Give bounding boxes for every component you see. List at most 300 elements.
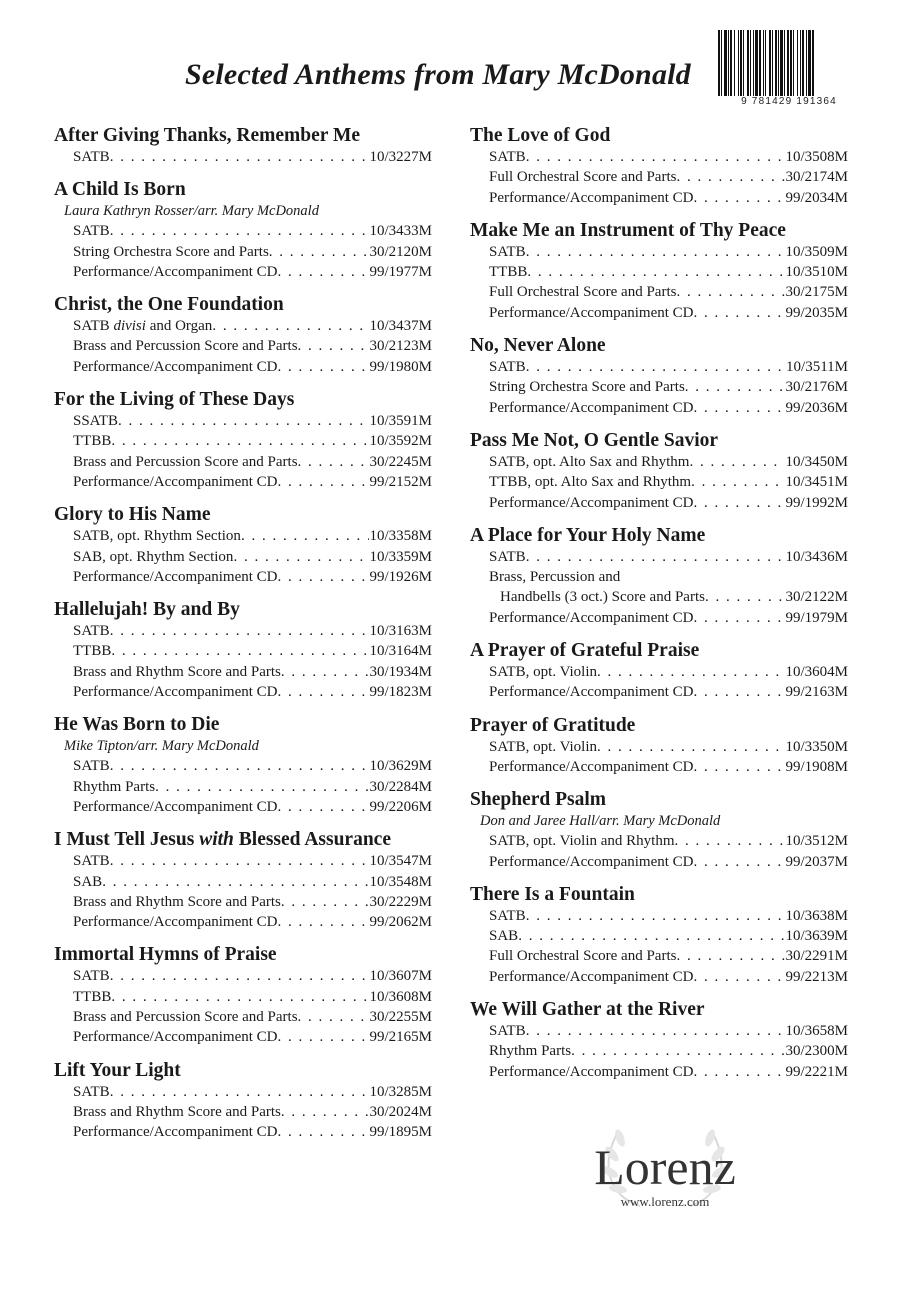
edition-code: 30/2229M <box>369 893 432 910</box>
dot-leader <box>110 756 370 776</box>
edition-label: Full Orchestral Score and Parts <box>489 284 677 301</box>
edition-code: 99/2034M <box>785 189 848 206</box>
edition-label: SATB <box>73 853 110 870</box>
dot-leader <box>694 757 786 777</box>
edition-label: SATB <box>73 149 110 165</box>
edition-row <box>470 946 848 966</box>
dot-leader <box>241 526 370 546</box>
edition-label: SSATB <box>73 413 119 430</box>
dot-leader <box>694 608 786 628</box>
edition-row <box>54 336 432 356</box>
dot-leader <box>281 892 370 912</box>
edition-label-part: SATB <box>73 318 114 335</box>
dot-leader <box>110 147 370 167</box>
anthem-credit: Laura Kathryn Rosser/arr. Mary McDonald <box>64 203 319 220</box>
dot-leader <box>694 967 786 987</box>
edition-row <box>470 831 848 851</box>
edition-label: SATB, opt. Alto Sax and Rhythm <box>489 453 690 470</box>
dot-leader <box>526 147 786 167</box>
dot-leader <box>694 1062 786 1082</box>
edition-code: 10/3592M <box>369 433 432 450</box>
dot-leader <box>110 851 370 871</box>
edition-code: 10/3548M <box>369 873 432 890</box>
dot-leader <box>111 641 369 661</box>
right-column <box>470 124 848 1093</box>
edition-row <box>54 547 432 567</box>
dot-leader <box>685 377 786 397</box>
edition-row <box>54 316 432 336</box>
edition-label: SATB, opt. Violin and Rhythm <box>489 833 675 850</box>
edition-code: 30/2284M <box>369 778 432 795</box>
edition-code: 30/2024M <box>369 1103 432 1120</box>
anthem-entry <box>470 788 848 872</box>
edition-label: Performance/Accompaniment CD <box>489 304 694 321</box>
anthem-title: Glory to His Name <box>54 504 211 526</box>
anthem-entry <box>470 334 848 418</box>
dot-leader <box>571 1041 785 1061</box>
edition-label: SATB, opt. Violin <box>489 738 598 755</box>
edition-row <box>54 221 432 241</box>
edition-row <box>470 452 848 472</box>
edition-label: SATB <box>489 243 526 260</box>
anthem-title: A Prayer of Grateful Praise <box>470 640 700 662</box>
anthem-entry <box>470 124 848 208</box>
edition-label: Brass and Rhythm Score and Parts <box>73 663 281 680</box>
dot-leader <box>527 262 785 282</box>
dot-leader <box>110 966 370 986</box>
anthem-title: Christ, the One Foundation <box>54 294 284 316</box>
dot-leader <box>278 1122 370 1142</box>
dot-leader <box>155 777 369 797</box>
edition-label: SATB <box>73 223 110 240</box>
edition-label: String Orchestra Score and Parts <box>489 379 685 396</box>
anthem-entry <box>470 883 848 987</box>
edition-row <box>54 1122 432 1142</box>
edition-code: 99/1980M <box>369 358 432 375</box>
edition-code: 99/2206M <box>369 798 432 815</box>
dot-leader <box>675 831 786 851</box>
dot-leader <box>110 1082 370 1102</box>
edition-label: Performance/Accompaniment CD <box>489 968 694 985</box>
edition-code: 10/3511M <box>786 359 848 376</box>
anthem-title: A Place for Your Holy Name <box>470 524 706 546</box>
edition-row <box>470 262 848 282</box>
edition-row <box>54 1027 432 1047</box>
edition-label: TTBB <box>73 433 112 450</box>
edition-label: Brass, Percussion and <box>489 569 621 586</box>
dot-leader <box>526 357 786 377</box>
edition-label: SATB <box>73 968 110 985</box>
edition-row <box>470 303 848 323</box>
edition-label: Brass and Percussion Score and Parts <box>73 1009 298 1026</box>
edition-row <box>54 262 432 282</box>
edition-label: Performance/Accompaniment CD <box>489 684 694 701</box>
dot-leader <box>111 431 369 451</box>
edition-label: Performance/Accompaniment CD <box>489 189 694 206</box>
barcode-bars <box>716 30 862 96</box>
edition-label-part: and Organ <box>145 318 213 335</box>
anthem-entry <box>470 524 848 628</box>
edition-code: 10/3358M <box>369 528 432 545</box>
edition-row <box>470 1041 848 1061</box>
dot-leader <box>676 946 785 966</box>
edition-code: 10/3450M <box>785 453 848 470</box>
edition-code: 10/3285M <box>369 1083 432 1100</box>
dot-leader <box>278 472 370 492</box>
edition-code: 10/3509M <box>785 243 848 260</box>
edition-row <box>470 282 848 302</box>
edition-label: SATB <box>489 149 526 165</box>
dot-leader <box>110 621 370 641</box>
edition-row <box>470 377 848 397</box>
edition-row <box>54 621 432 641</box>
dot-leader <box>526 906 786 926</box>
edition-code: 99/2062M <box>369 914 432 931</box>
edition-label: Performance/Accompaniment CD <box>73 263 278 280</box>
dot-leader <box>212 316 369 336</box>
edition-code: 30/2174M <box>785 169 848 186</box>
edition-row <box>54 1007 432 1027</box>
anthem-entry <box>54 293 432 377</box>
anthem-entry <box>54 124 432 167</box>
dot-leader <box>676 167 785 187</box>
edition-code: 99/2165M <box>369 1029 432 1046</box>
edition-label: SATB <box>489 359 526 376</box>
dot-leader <box>110 221 370 241</box>
anthem-entry <box>54 388 432 492</box>
edition-row <box>54 966 432 986</box>
edition-label: SATB, opt. Violin <box>489 664 598 681</box>
anthem-title: No, Never Alone <box>470 335 606 357</box>
edition-code: 30/2245M <box>369 453 432 470</box>
edition-label: Performance/Accompaniment CD <box>73 914 278 931</box>
dot-leader <box>278 682 370 702</box>
dot-leader <box>597 737 785 757</box>
edition-code: 10/3510M <box>785 264 848 281</box>
edition-row <box>470 357 848 377</box>
dot-leader <box>298 1007 370 1027</box>
edition-label: SAB, opt. Rhythm Section <box>73 548 234 565</box>
edition-code: 99/2213M <box>785 968 848 985</box>
barcode-digits: 9 781429 191364 <box>741 96 837 107</box>
dot-leader <box>278 1027 370 1047</box>
edition-code: 99/2035M <box>785 304 848 321</box>
edition-code: 10/3359M <box>369 548 432 565</box>
edition-row <box>470 398 848 418</box>
dot-leader <box>281 662 370 682</box>
edition-code: 10/3607M <box>369 968 432 985</box>
edition-code: 10/3433M <box>369 223 432 240</box>
edition-row <box>470 1021 848 1041</box>
edition-row <box>54 472 432 492</box>
publisher-logo <box>570 1118 760 1218</box>
edition-label: SAB <box>489 928 519 945</box>
anthem-entry <box>470 714 848 778</box>
edition-code: 99/1926M <box>369 568 432 585</box>
dot-leader <box>694 682 786 702</box>
edition-row <box>54 756 432 776</box>
edition-label: Performance/Accompaniment CD <box>73 684 278 701</box>
edition-label: TTBB <box>73 988 112 1005</box>
left-column <box>54 124 432 1154</box>
edition-code: 30/2123M <box>369 338 432 355</box>
anthem-entry <box>54 713 432 817</box>
edition-label: Performance/Accompaniment CD <box>73 1124 278 1141</box>
anthem-title: Immortal Hymns of Praise <box>54 944 277 966</box>
edition-code: 10/3451M <box>785 474 848 491</box>
edition-label: SATB, opt. Rhythm Section <box>73 528 241 545</box>
edition-label: Performance/Accompaniment CD <box>73 798 278 815</box>
edition-row <box>470 662 848 682</box>
edition-label: Brass and Rhythm Score and Parts <box>73 893 281 910</box>
anthem-entry <box>54 503 432 587</box>
edition-row <box>470 472 848 492</box>
edition-code: 30/2176M <box>785 379 848 396</box>
edition-label: Performance/Accompaniment CD <box>489 609 694 626</box>
edition-code: 99/2163M <box>785 684 848 701</box>
edition-label: Brass and Rhythm Score and Parts <box>73 1103 281 1120</box>
edition-label: Rhythm Parts <box>73 778 156 795</box>
dot-leader <box>526 547 786 567</box>
edition-label-italic: divisi <box>113 318 146 335</box>
edition-label: Performance/Accompaniment CD <box>489 1063 694 1080</box>
edition-code: 99/1977M <box>369 263 432 280</box>
edition-code: 99/2037M <box>785 853 848 870</box>
edition-row <box>54 777 432 797</box>
anthem-entry <box>54 178 432 282</box>
dot-leader <box>278 262 370 282</box>
edition-row <box>54 411 432 431</box>
anthem-title-part: Blessed Assurance <box>233 829 391 851</box>
edition-code: 10/3508M <box>785 149 848 165</box>
edition-row <box>54 662 432 682</box>
edition-row <box>54 892 432 912</box>
edition-code: 10/3604M <box>785 664 848 681</box>
edition-label: TTBB <box>489 264 528 281</box>
anthem-title-part: I Must Tell Jesus <box>54 829 200 851</box>
edition-row <box>470 567 848 587</box>
dot-leader <box>691 472 785 492</box>
edition-row <box>54 357 432 377</box>
edition-code: 10/3164M <box>369 643 432 660</box>
edition-row <box>470 608 848 628</box>
edition-code: 10/3512M <box>785 833 848 850</box>
edition-label: Brass and Percussion Score and Parts <box>73 338 298 355</box>
edition-row <box>470 587 848 607</box>
edition-row <box>54 526 432 546</box>
edition-row <box>470 1062 848 1082</box>
edition-label: SATB <box>73 758 110 775</box>
edition-code: 10/3639M <box>785 928 848 945</box>
anthem-entry <box>470 998 848 1082</box>
edition-label <box>73 316 212 336</box>
edition-row <box>470 493 848 513</box>
dot-leader <box>278 797 370 817</box>
edition-code: 10/3436M <box>785 548 848 565</box>
anthem-title: Hallelujah! By and By <box>54 599 240 621</box>
edition-row <box>470 926 848 946</box>
edition-code: 99/1823M <box>369 684 432 701</box>
anthem-entry <box>54 828 432 932</box>
anthem-credit: Don and Jaree Hall/arr. Mary McDonald <box>480 813 721 830</box>
edition-row <box>54 872 432 892</box>
dot-leader <box>278 912 370 932</box>
edition-row <box>54 452 432 472</box>
dot-leader <box>689 452 785 472</box>
edition-row <box>470 547 848 567</box>
barcode <box>716 30 862 112</box>
edition-label: Performance/Accompaniment CD <box>489 853 694 870</box>
anthem-title: Lift Your Light <box>54 1059 181 1081</box>
anthem-title-italic: with <box>199 829 234 851</box>
edition-label: Performance/Accompaniment CD <box>489 758 694 775</box>
edition-code: 30/2300M <box>785 1043 848 1060</box>
edition-row <box>470 906 848 926</box>
edition-row <box>54 641 432 661</box>
dot-leader <box>676 282 785 302</box>
edition-code: 10/3591M <box>369 413 432 430</box>
edition-label: SATB <box>489 548 526 565</box>
anthem-credit: Mike Tipton/arr. Mary McDonald <box>64 738 259 755</box>
edition-code: 30/2291M <box>785 948 848 965</box>
dot-leader <box>705 587 786 607</box>
anthem-title: A Child Is Born <box>54 179 186 201</box>
dot-leader <box>694 852 786 872</box>
edition-row <box>54 431 432 451</box>
edition-code: 30/2122M <box>785 589 848 606</box>
edition-label: Performance/Accompaniment CD <box>73 358 278 375</box>
edition-row <box>54 567 432 587</box>
edition-row <box>54 912 432 932</box>
edition-row <box>54 682 432 702</box>
edition-code: 30/2175M <box>785 284 848 301</box>
anthem-title: Shepherd Psalm <box>470 789 606 811</box>
dot-leader <box>269 242 370 262</box>
edition-code: 30/2120M <box>369 243 432 260</box>
edition-code: 10/3629M <box>369 758 432 775</box>
edition-row <box>54 987 432 1007</box>
edition-code: 10/3163M <box>369 623 432 640</box>
dot-leader <box>694 493 786 513</box>
dot-leader <box>102 872 369 892</box>
anthem-entry <box>54 943 432 1047</box>
edition-code: 99/2221M <box>785 1063 848 1080</box>
edition-code: 99/1908M <box>785 758 848 775</box>
anthem-title: We Will Gather at the River <box>470 999 705 1021</box>
edition-code: 30/1934M <box>369 663 432 680</box>
dot-leader <box>111 987 369 1007</box>
logo-url: www.lorenz.com <box>620 1194 710 1209</box>
anthem-entry <box>54 598 432 702</box>
dot-leader <box>281 1102 370 1122</box>
dot-leader <box>118 411 369 431</box>
edition-row <box>470 242 848 262</box>
anthem-entry <box>470 219 848 323</box>
edition-row <box>470 682 848 702</box>
edition-label: TTBB <box>73 643 112 660</box>
edition-label: SAB <box>73 873 103 890</box>
edition-row <box>470 737 848 757</box>
edition-code: 10/3608M <box>369 988 432 1005</box>
edition-label: Rhythm Parts <box>489 1043 572 1060</box>
edition-code: 99/2036M <box>785 399 848 416</box>
edition-row <box>470 188 848 208</box>
dot-leader <box>278 567 370 587</box>
edition-label: SATB <box>489 907 526 924</box>
edition-code: 99/1895M <box>369 1124 432 1141</box>
edition-label: Brass and Percussion Score and Parts <box>73 453 298 470</box>
edition-code: 99/2152M <box>369 473 432 490</box>
edition-row <box>54 1082 432 1102</box>
edition-code: 10/3638M <box>785 907 848 924</box>
page-title: Selected Anthems from Mary McDonald <box>185 58 691 91</box>
edition-label: Performance/Accompaniment CD <box>73 1029 278 1046</box>
edition-label: SATB <box>73 1083 110 1100</box>
anthem-entry <box>470 639 848 703</box>
edition-row <box>54 797 432 817</box>
anthem-title <box>54 828 432 851</box>
edition-label: Handbells (3 oct.) Score and Parts <box>500 589 705 606</box>
dot-leader <box>298 336 370 356</box>
edition-row <box>470 167 848 187</box>
edition-code: 30/2255M <box>369 1009 432 1026</box>
dot-leader <box>278 357 370 377</box>
edition-label: Performance/Accompaniment CD <box>489 399 694 416</box>
anthem-title: Pass Me Not, O Gentle Savior <box>470 429 719 451</box>
anthem-title: The Love of God <box>470 125 611 146</box>
anthem-title: After Giving Thanks, Remember Me <box>54 125 361 146</box>
edition-label: Full Orchestral Score and Parts <box>489 169 677 186</box>
edition-code: 10/3437M <box>369 318 432 335</box>
edition-code: 10/3547M <box>369 853 432 870</box>
edition-label: Performance/Accompaniment CD <box>73 568 278 585</box>
edition-label: SATB <box>489 1023 526 1040</box>
dot-leader <box>518 926 785 946</box>
dot-leader <box>694 303 786 323</box>
edition-row <box>54 1102 432 1122</box>
anthem-title: For the Living of These Days <box>54 389 295 411</box>
dot-leader <box>694 398 786 418</box>
edition-label: TTBB, opt. Alto Sax and Rhythm <box>489 474 692 491</box>
dot-leader <box>298 452 370 472</box>
logo-name: Lorenz <box>594 1139 736 1195</box>
dot-leader <box>694 188 786 208</box>
edition-label: String Orchestra Score and Parts <box>73 243 269 260</box>
edition-row <box>470 147 848 167</box>
edition-code: 10/3350M <box>785 738 848 755</box>
edition-row <box>470 757 848 777</box>
dot-leader <box>597 662 785 682</box>
anthem-entry <box>470 429 848 513</box>
anthem-title: Prayer of Gratitude <box>470 714 636 736</box>
edition-row <box>54 242 432 262</box>
edition-label: Performance/Accompaniment CD <box>489 494 694 511</box>
anthem-title: There Is a Fountain <box>470 883 635 905</box>
edition-label: SATB <box>73 623 110 640</box>
dot-leader <box>526 242 786 262</box>
anthem-title: Make Me an Instrument of Thy Peace <box>470 219 786 241</box>
dot-leader <box>526 1021 786 1041</box>
edition-code: 99/1992M <box>785 494 848 511</box>
dot-leader <box>233 547 369 567</box>
edition-row <box>54 147 432 167</box>
edition-label: Performance/Accompaniment CD <box>73 473 278 490</box>
edition-row <box>470 852 848 872</box>
anthem-title: He Was Born to Die <box>54 714 220 736</box>
edition-code: 10/3658M <box>785 1023 848 1040</box>
anthem-entry <box>54 1059 432 1143</box>
edition-row <box>54 851 432 871</box>
